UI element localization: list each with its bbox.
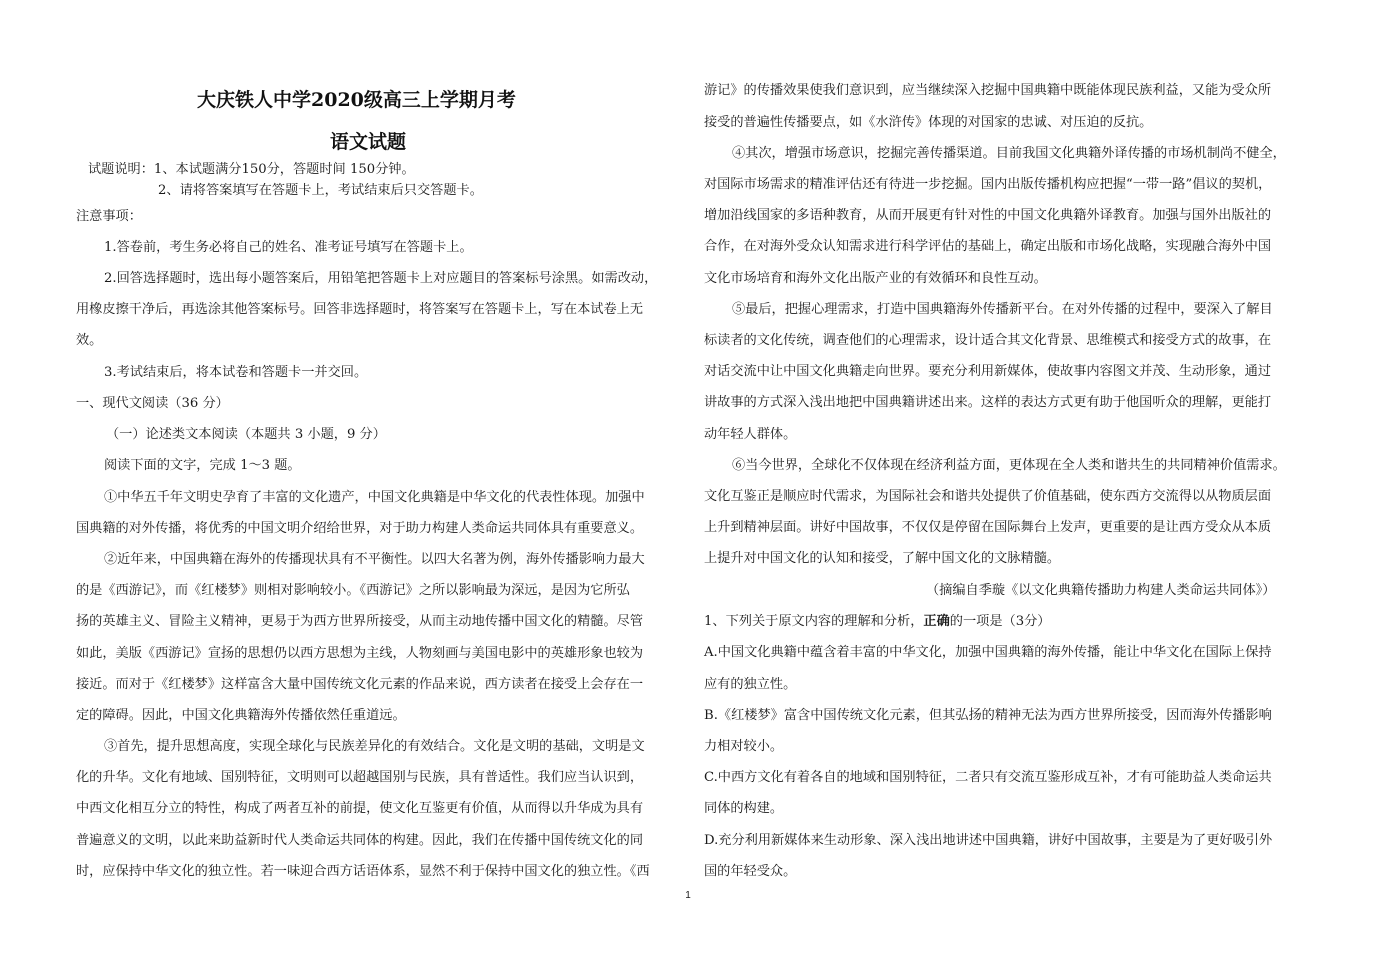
option-d-cont: 国的年轻受众。 (704, 864, 797, 879)
option-b-cont: 力相对较小。 (704, 739, 784, 754)
note-line: 用橡皮擦干净后，再选涂其他答案标号。回答非选择题时，将答案写在答题卡上，写在本试卷上无 (76, 302, 644, 317)
passage-line: 上升到精神层面。讲好中国故事，不仅仅是停留在国际舞台上发声，更重要的是让西方受众从本质 (704, 520, 1272, 535)
citation: （摘编自季璇《以文化典籍传播助力构建人类命运共同体》） (926, 583, 1276, 598)
option-c-cont: 同体的构建。 (704, 801, 784, 816)
passage-line: ③首先，提升思想高度，实现全球化与民族差异化的有效结合。文化是文明的基础，文明是文 (104, 739, 645, 754)
section-heading: 一、现代文阅读（36 分） (76, 396, 229, 411)
passage-line: 游记》的传播效果使我们意识到，应当继续深入挖掘中国典籍中既能体现民族利益，又能为受众所 (704, 83, 1272, 98)
passage-line: 扬的英雄主义、冒险主义精神，更易于为西方世界所接受，从而主动地传播中国文化的精髓。尽管 (76, 614, 644, 629)
passage-line: ①中华五千年文明史孕育了丰富的文化遗产，中国文化典籍是中华文化的代表性体现。加强中 (104, 490, 645, 505)
note-line: 1.答卷前，考生务必将自己的姓名、准考证号填写在答题卡上。 (104, 240, 473, 255)
passage-line: 的是《西游记》，而《红楼梦》则相对影响较小。《西游记》之所以影响最为深远，是因为它所弘 (76, 583, 630, 598)
passage-line: 定的障碍。因此，中国文化典籍海外传播依然任重道远。 (76, 708, 406, 723)
page-subtitle: 语文试题 (330, 131, 407, 153)
notice-title: 注意事项： (76, 209, 142, 224)
section-subheading: （一）论述类文本阅读（本题共 3 小题，9 分） (106, 427, 386, 442)
passage-line: ④其次，增强市场意识，挖掘完善传播渠道。目前我国文化典籍外译传播的市场机制尚不健全， (732, 146, 1286, 161)
passage-line: 普遍意义的文明，以此来助益新时代人类命运共同体的构建。因此，我们在传播中国传统文化的同 (76, 833, 644, 848)
passage-line: 上提升对中国文化的认知和接受，了解中国文化的文脉精髓。 (704, 551, 1061, 566)
page-title: 大庆铁人中学2020级高三上学期月考 (197, 89, 516, 111)
passage-line: ⑤最后，把握心理需求，打造中国典籍海外传播新平台。在对外传播的过程中，要深入了解目 (732, 302, 1273, 317)
option-d: D.充分利用新媒体来生动形象、深入浅出地讲述中国典籍，讲好中国故事，主要是为了更好吸引外 (704, 833, 1273, 848)
passage-line: 化的升华。文化有地域、国别特征，文明则可以超越国别与民族，具有普适性。我们应当认识到， (76, 770, 644, 785)
option-a-cont: 应有的独立性。 (704, 677, 797, 692)
note-line: 3.考试结束后，将本试卷和答题卡一并交回。 (104, 365, 368, 380)
passage-line: 对国际市场需求的精准评估还有待进一步挖掘。国内出版传播机构应把握“一带一路”倡议的契机， (704, 177, 1272, 192)
passage-line: 接近。而对于《红楼梦》这样富含大量中国传统文化元素的作品来说，西方读者在接受上会存在一 (76, 677, 644, 692)
passage-line: 文化互鉴正是顺应时代需求，为国际社会和谐共处提供了价值基础，使东西方交流得以从物质层面 (704, 489, 1272, 504)
page-number: 1 (685, 890, 691, 901)
passage-line: 中西文化相互分立的特性，构成了两者互补的前提，使文化互鉴更有价值，从而得以升华成为具有 (76, 801, 644, 816)
passage-line: ②近年来，中国典籍在海外的传播现状具有不平衡性。以四大名著为例，海外传播影响力最大 (104, 552, 645, 567)
question-stem-emphasis: 正确 (923, 614, 950, 629)
passage-line: ⑥当今世界，全球化不仅体现在经济利益方面，更体现在全人类和谐共生的共同精神价值需求。 (732, 458, 1286, 473)
option-c: C.中西方文化有着各自的地域和国别特征，二者只有交流互鉴形成互补，才有可能助益人类命运共 (704, 770, 1272, 785)
note-line: 效。 (76, 333, 103, 348)
option-a: A.中国文化典籍中蕴含着丰富的中华文化，加强中国典籍的海外传播，能让中华文化在国际上保持 (704, 645, 1272, 660)
passage-line: 接受的普遍性传播要点，如《水浒传》体现的对国家的忠诚、对压迫的反抗。 (704, 115, 1153, 130)
passage-line: 时，应保持中华文化的独立性。若一味迎合西方话语体系，显然不利于保持中国文化的独立性。《西 (76, 864, 650, 879)
instruction-line-1: 试题说明：1、本试题满分150分，答题时间 150分钟。 (88, 162, 415, 177)
passage-line: 国典籍的对外传播，将优秀的中国文明介绍给世界，对于助力构建人类命运共同体具有重要意义。 (76, 521, 644, 536)
question-1-stem (704, 613, 1050, 631)
passage-line: 讲故事的方式深入浅出地把中国典籍讲述出来。这样的表达方式更有助于他国听众的理解，更能打 (704, 395, 1272, 410)
reading-prompt: 阅读下面的文字，完成 1～3 题。 (104, 458, 301, 473)
note-line: 2.回答选择题时，选出每小题答案后，用铅笔把答题卡上对应题目的答案标号涂黑。如需改动， (104, 271, 658, 286)
passage-line: 增加沿线国家的多语种教育，从而开展更有针对性的中国文化典籍外译教育。加强与国外出版社的 (704, 208, 1272, 223)
passage-line: 合作，在对海外受众认知需求进行科学评估的基础上，确定出版和市场化战略，实现融合海外中国 (704, 239, 1272, 254)
passage-line: 文化市场培育和海外文化出版产业的有效循环和良性互动。 (704, 271, 1047, 286)
passage-line: 对话交流中让中国文化典籍走向世界。要充分利用新媒体，使故事内容图文并茂、生动形象，通过 (704, 364, 1272, 379)
question-stem-after: 的一项是（3分） (949, 614, 1051, 629)
passage-line: 标读者的文化传统，调查他们的心理需求，设计适合其文化背景、思维模式和接受方式的故事，在 (704, 333, 1272, 348)
passage-line: 如此，美版《西游记》宣扬的思想仍以西方思想为主线，人物刻画与美国电影中的英雄形象也较为 (76, 646, 644, 661)
instruction-line-2: 2、请将答案填写在答题卡上，考试结束后只交答题卡。 (158, 183, 483, 198)
option-b: B.《红楼梦》富含中国传统文化元素，但其弘扬的精神无法为西方世界所接受，因而海外传播影响 (704, 708, 1272, 723)
question-stem-before: 1、下列关于原文内容的理解和分析， (704, 614, 924, 629)
passage-line: 动年轻人群体。 (704, 427, 797, 442)
